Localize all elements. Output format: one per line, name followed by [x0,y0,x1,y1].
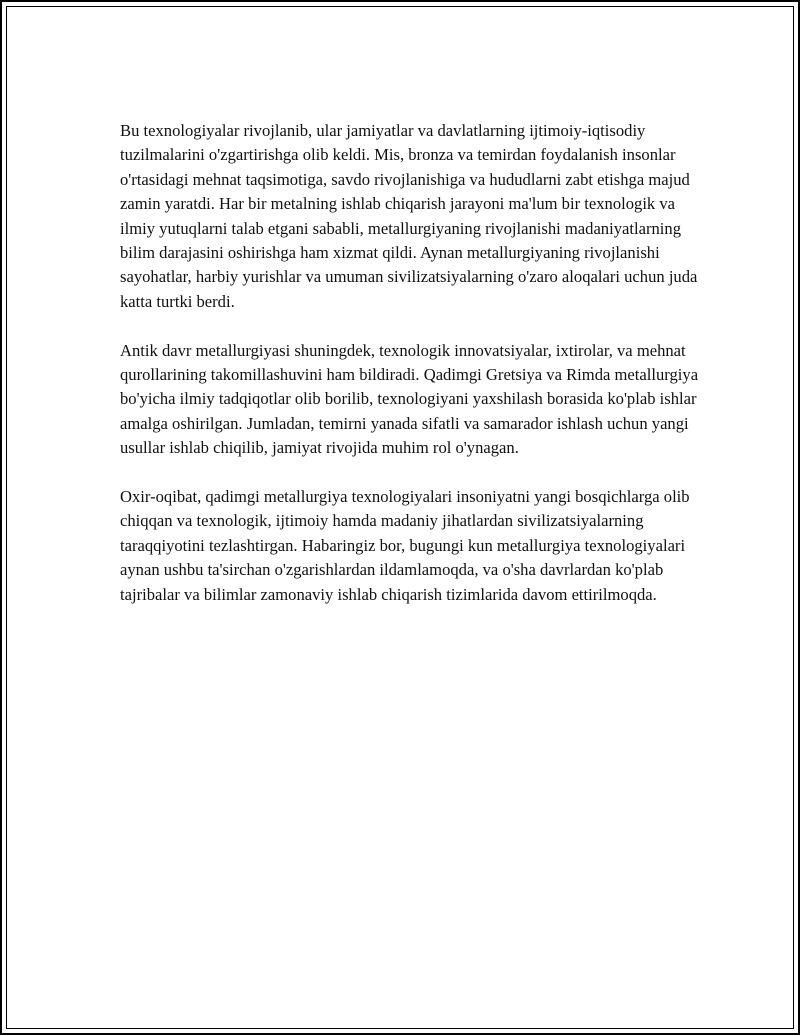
paragraph-2: Antik davr metallurgiyasi shuningdek, texnologik innovatsiyalar, ixtirolar, va mehnat qurollarining takomillashuvini ham bildiradi. Qadimgi Gretsiya va Rimda metallurgiya bo'yicha ilmiy tadqiqotlar olib borilib, texnologiyani yaxshilash borasida ko'plab ishlar amalga oshirilgan. Jumladan, temirni yanada sifatli va samarador ishlash uchun yangi usullar ishlab chiqilib, jamiyat rivojida muhim rol o'ynagan. [120,340,699,458]
paragraph-1: Bu texnologiyalar rivojlanib, ular jamiyatlar va davlatlarning ijtimoiy-iqtisodiy tuzilmalarini o'zgartirishga olib keldi. Mis, bronza va temirdan foydalanish insonlar o'rtasidagi mehnat taqsimotiga, savdo rivojlanishiga va hududlarni zabt etishga majud zamin yaratdi. Har bir metalning ishlab chiqarish jarayoni ma'lum bir texnologik va ilmiy yutuqlarni talab etgani sababli, metallurgiyaning rivojlanishi madaniyatlarning bilim darajasini oshirishga ham xizmat qildi. Aynan metallurgiyaning rivojlanishi sayohatlar, harbiy yurishlar va umuman sivilizatsiyalarning o'zaro aloqalari uchun juda katta turtki berdi. [120,121,698,311]
paragraph-3: Oxir-oqibat, qadimgi metallurgiya texnologiyalari insoniyatni yangi bosqichlarga olib chiqqan va texnologik, ijtimoiy hamda madaniy jihatlardan sivilizatsiyalarning taraqqiyotini tezlashtirgan. Habaringiz bor, bugungi kun metallurgiya texnologiyalari aynan ushbu ta'sirchan o'zgarishlardan ildamlamoqda, va o'sha davrlardan ko'plab tajribalar va bilimlar zamonaviy ishlab chiqarish tizimlarida davom ettirilmoqda. [120,487,690,604]
document-body [120,119,700,631]
